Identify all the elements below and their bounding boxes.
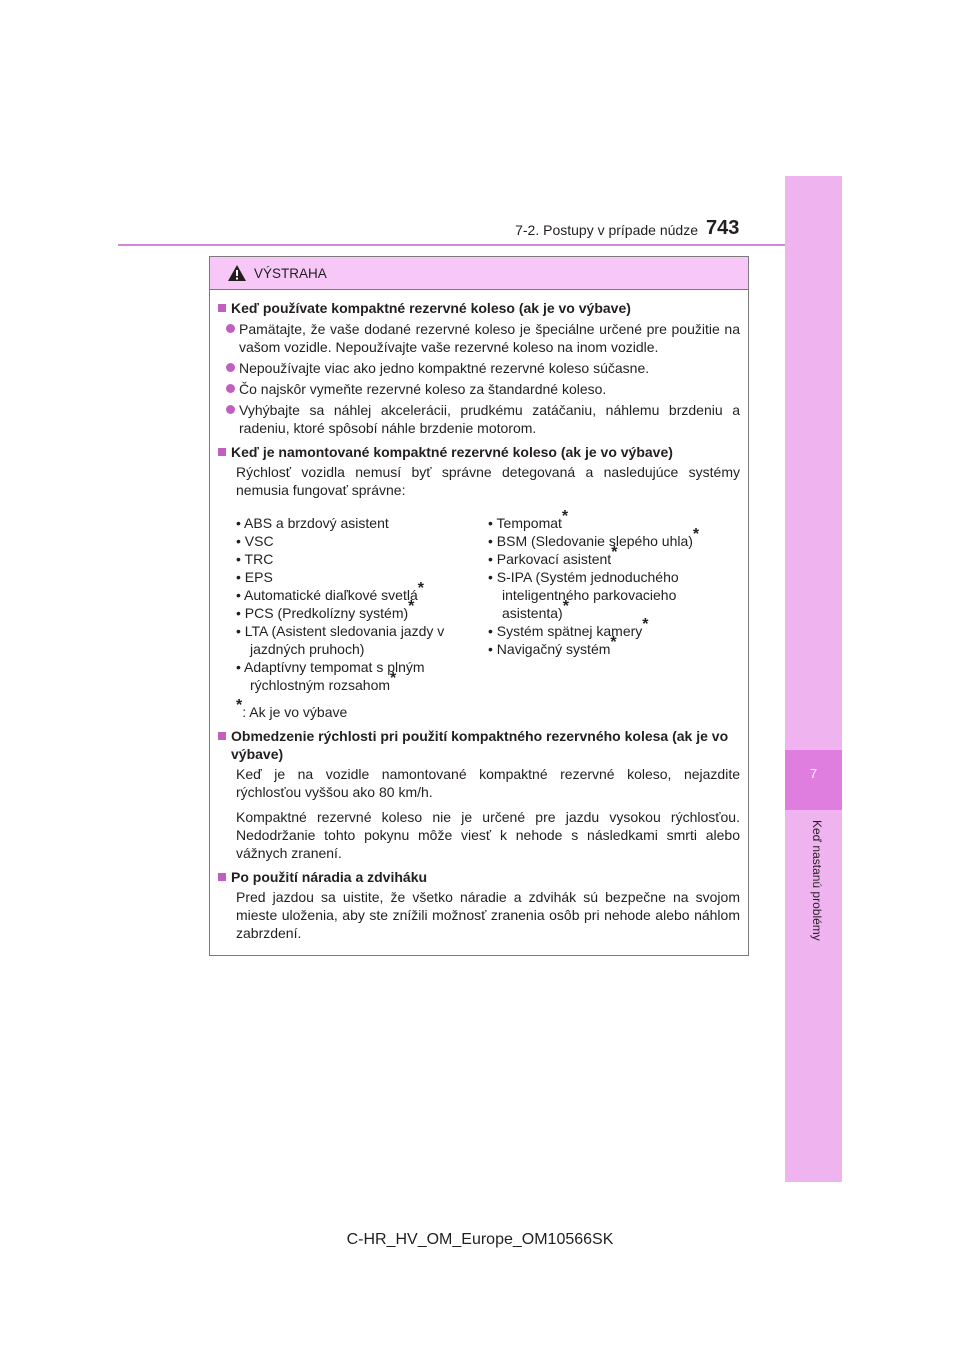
- header-divider: [118, 244, 785, 246]
- list-item: • Parkovací asistent*: [488, 544, 618, 567]
- list-item: • ABS a brzdový asistent: [236, 515, 389, 531]
- page-number: 743: [706, 217, 740, 239]
- systems-column-left: [236, 514, 488, 694]
- chapter-side-tab: [785, 176, 842, 1182]
- bullet-text: Vyhýbajte sa náhlej akcelerácii, prudkému zatáčaniu, náhlemu brzdeniu a radeniu, ktoré spôsobí náhle brzdenie motorom.: [239, 402, 740, 436]
- heading-text: Po použití náradia a zdviháku: [231, 869, 428, 885]
- circle-bullet-icon: [226, 324, 235, 333]
- footnote: *: Ak je vo výbave: [236, 697, 348, 720]
- list-item: • S-IPA (Systém jednoduchého inteligentného parkovacieho asistenta)*: [488, 569, 679, 621]
- bullet-text: Čo najskôr vymeňte rezervné koleso za štandardné koleso.: [239, 381, 607, 397]
- chapter-title: Keď nastanú problémy: [810, 820, 824, 941]
- list-item: • TRC: [236, 551, 274, 567]
- section-heading-tools-jack: [218, 868, 740, 886]
- chapter-number-tab: [785, 750, 842, 810]
- heading-text: Keď používate kompaktné rezervné koleso (ak je vo výbave): [231, 300, 631, 316]
- bullet-text: Pamätajte, že vaše dodané rezervné koleso je špeciálne určené pre použitie na vašom vozidle. Nepoužívajte vaše rezervné koleso na inom vozidle.: [239, 321, 740, 355]
- warning-body: [210, 290, 748, 942]
- list-item: • BSM (Sledovanie slepého uhla)*: [488, 526, 700, 549]
- list-item: • Systém spätnej kamery*: [488, 616, 649, 639]
- paragraph: Keď je na vozidle namontované kompaktné rezervné koleso, nejazdite rýchlosťou vyššou ako 80 km/h.: [236, 766, 740, 800]
- warning-title: VÝSTRAHA: [254, 265, 327, 281]
- circle-bullet-icon: [226, 405, 235, 414]
- list-item: • LTA (Asistent sledovania jazdy v jazdných pruhoch): [236, 623, 445, 657]
- systems-column-right: [488, 508, 740, 694]
- list-item: • Automatické diaľkové svetlá*: [236, 580, 424, 603]
- list-item: • Navigačný systém*: [488, 634, 617, 657]
- bullet-text: Nepoužívajte viac ako jedno kompaktné rezervné koleso súčasne.: [239, 360, 650, 376]
- document-id: C-HR_HV_OM_Europe_OM10566SK: [346, 1231, 614, 1248]
- section-heading-spare-mounted: [218, 443, 740, 461]
- chapter-number: 7: [809, 766, 818, 781]
- square-bullet-icon: [218, 304, 226, 312]
- systems-list: [236, 508, 740, 694]
- circle-bullet-icon: [226, 363, 235, 372]
- section-heading-compact-spare: [218, 299, 740, 317]
- bullet-item: [226, 359, 740, 377]
- section-intro: Rýchlosť vozidla nemusí byť správne detegovaná a nasledujúce systémy nemusia fungovať správne:: [236, 464, 740, 498]
- list-item: • Adaptívny tempomat s plným rýchlostným rozsahom*: [236, 659, 425, 693]
- paragraph: Pred jazdou sa uistite, že všetko náradie a zdvihák sú bezpečne na svojom mieste uloženia, aby ste znížili možnosť zranenia osôb pri nehode alebo náhlom zabrzdení.: [236, 889, 740, 941]
- warning-triangle-icon: [227, 264, 247, 282]
- warning-box: [209, 256, 749, 956]
- heading-text: Obmedzenie rýchlosti pri použití kompaktného rezervného kolesa (ak je vo výbave): [231, 728, 729, 762]
- heading-text: Keď je namontované kompaktné rezervné koleso (ak je vo výbave): [231, 444, 673, 460]
- section-title: 7-2. Postupy v prípade núdze: [515, 222, 698, 238]
- bullet-item: [226, 320, 740, 356]
- section-heading-speed-limit: [218, 727, 740, 763]
- paragraph: Kompaktné rezervné koleso nie je určené pre jazdu vysokou rýchlosťou. Nedodržanie tohto pokynu môže viesť k nehode s následkami smrti alebo vážnych zranení.: [236, 809, 740, 861]
- warning-header: [210, 257, 748, 290]
- list-item: • Tempomat*: [488, 508, 569, 531]
- bullet-item: [226, 380, 740, 398]
- list-item: • VSC: [236, 533, 274, 549]
- square-bullet-icon: [218, 732, 226, 740]
- square-bullet-icon: [218, 448, 226, 456]
- bullet-item: [226, 401, 740, 437]
- list-item: • PCS (Predkolízny systém)*: [236, 598, 415, 621]
- square-bullet-icon: [218, 873, 226, 881]
- circle-bullet-icon: [226, 384, 235, 393]
- list-item: • EPS: [236, 569, 273, 585]
